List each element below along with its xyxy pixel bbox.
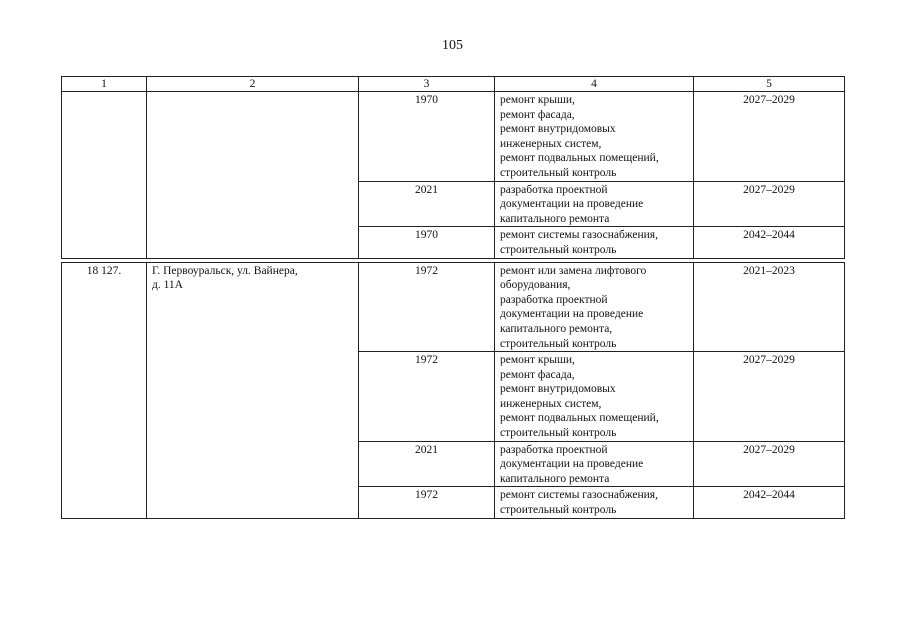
work-line: ремонт или замена лифтового <box>500 264 647 277</box>
work-type-cell <box>495 227 694 258</box>
work-line: ремонт фасада, <box>500 108 575 121</box>
column-header-1: 1 <box>62 77 147 92</box>
work-line: разработка проектной <box>500 183 608 196</box>
year-cell: 1972 <box>359 487 495 518</box>
work-line: инженерных систем, <box>500 397 602 410</box>
work-type-cell <box>495 487 694 518</box>
year-cell: 1972 <box>359 262 495 352</box>
page-number: 105 <box>442 38 463 53</box>
year-cell: 2021 <box>359 441 495 487</box>
term-cell: 2042–2044 <box>694 487 845 518</box>
work-line: капитального ремонта <box>500 212 610 225</box>
work-line: строительный контроль <box>500 243 617 256</box>
address-line: Г. Первоуральск, ул. Вайнера, <box>152 264 298 277</box>
object-number-cell: 18 127. <box>62 262 147 518</box>
column-header-5: 5 <box>694 77 845 92</box>
work-line: строительный контроль <box>500 504 617 517</box>
work-line: разработка проектной <box>500 443 608 456</box>
column-number-row <box>62 77 845 92</box>
term-cell: 2042–2044 <box>694 227 845 258</box>
address-line: д. 11А <box>152 279 183 292</box>
term-cell: 2027–2029 <box>694 352 845 442</box>
work-line: документации на проведение <box>500 198 644 211</box>
table-body <box>62 92 845 519</box>
year-cell: 1970 <box>359 227 495 258</box>
work-type-cell <box>495 181 694 227</box>
year-cell: 2021 <box>359 181 495 227</box>
work-line: ремонт подвальных помещений, <box>500 152 659 165</box>
year-cell: 1972 <box>359 352 495 442</box>
work-line: оборудования, <box>500 279 571 292</box>
work-line: капитального ремонта <box>500 472 610 485</box>
column-header-4: 4 <box>495 77 694 92</box>
address-cell <box>147 92 359 259</box>
work-type-cell <box>495 352 694 442</box>
address-cell <box>147 262 359 518</box>
work-line: ремонт системы газоснабжения, <box>500 229 658 242</box>
repair-schedule-table <box>61 76 845 519</box>
table-row <box>62 262 845 352</box>
work-line: строительный контроль <box>500 337 617 350</box>
work-line: ремонт подвальных помещений, <box>500 412 659 425</box>
table-row <box>62 92 845 182</box>
column-header-3: 3 <box>359 77 495 92</box>
term-cell: 2027–2029 <box>694 92 845 182</box>
work-line: ремонт крыши, <box>500 354 575 367</box>
work-line: ремонт системы газоснабжения, <box>500 489 658 502</box>
work-type-cell <box>495 92 694 182</box>
work-line: ремонт фасада, <box>500 368 575 381</box>
work-line: капитального ремонта, <box>500 322 613 335</box>
work-line: ремонт внутридомовых <box>500 123 616 136</box>
work-line: разработка проектной <box>500 293 608 306</box>
object-number-cell <box>62 92 147 259</box>
term-cell: 2021–2023 <box>694 262 845 352</box>
term-cell: 2027–2029 <box>694 441 845 487</box>
work-type-cell <box>495 262 694 352</box>
column-header-2: 2 <box>147 77 359 92</box>
year-cell: 1970 <box>359 92 495 182</box>
work-line: ремонт внутридомовых <box>500 383 616 396</box>
work-line: инженерных систем, <box>500 137 602 150</box>
work-line: документации на проведение <box>500 308 644 321</box>
work-line: ремонт крыши, <box>500 94 575 106</box>
term-cell: 2027–2029 <box>694 181 845 227</box>
work-type-cell <box>495 441 694 487</box>
work-line: документации на проведение <box>500 458 644 471</box>
work-line: строительный контроль <box>500 166 617 179</box>
work-line: строительный контроль <box>500 427 617 440</box>
